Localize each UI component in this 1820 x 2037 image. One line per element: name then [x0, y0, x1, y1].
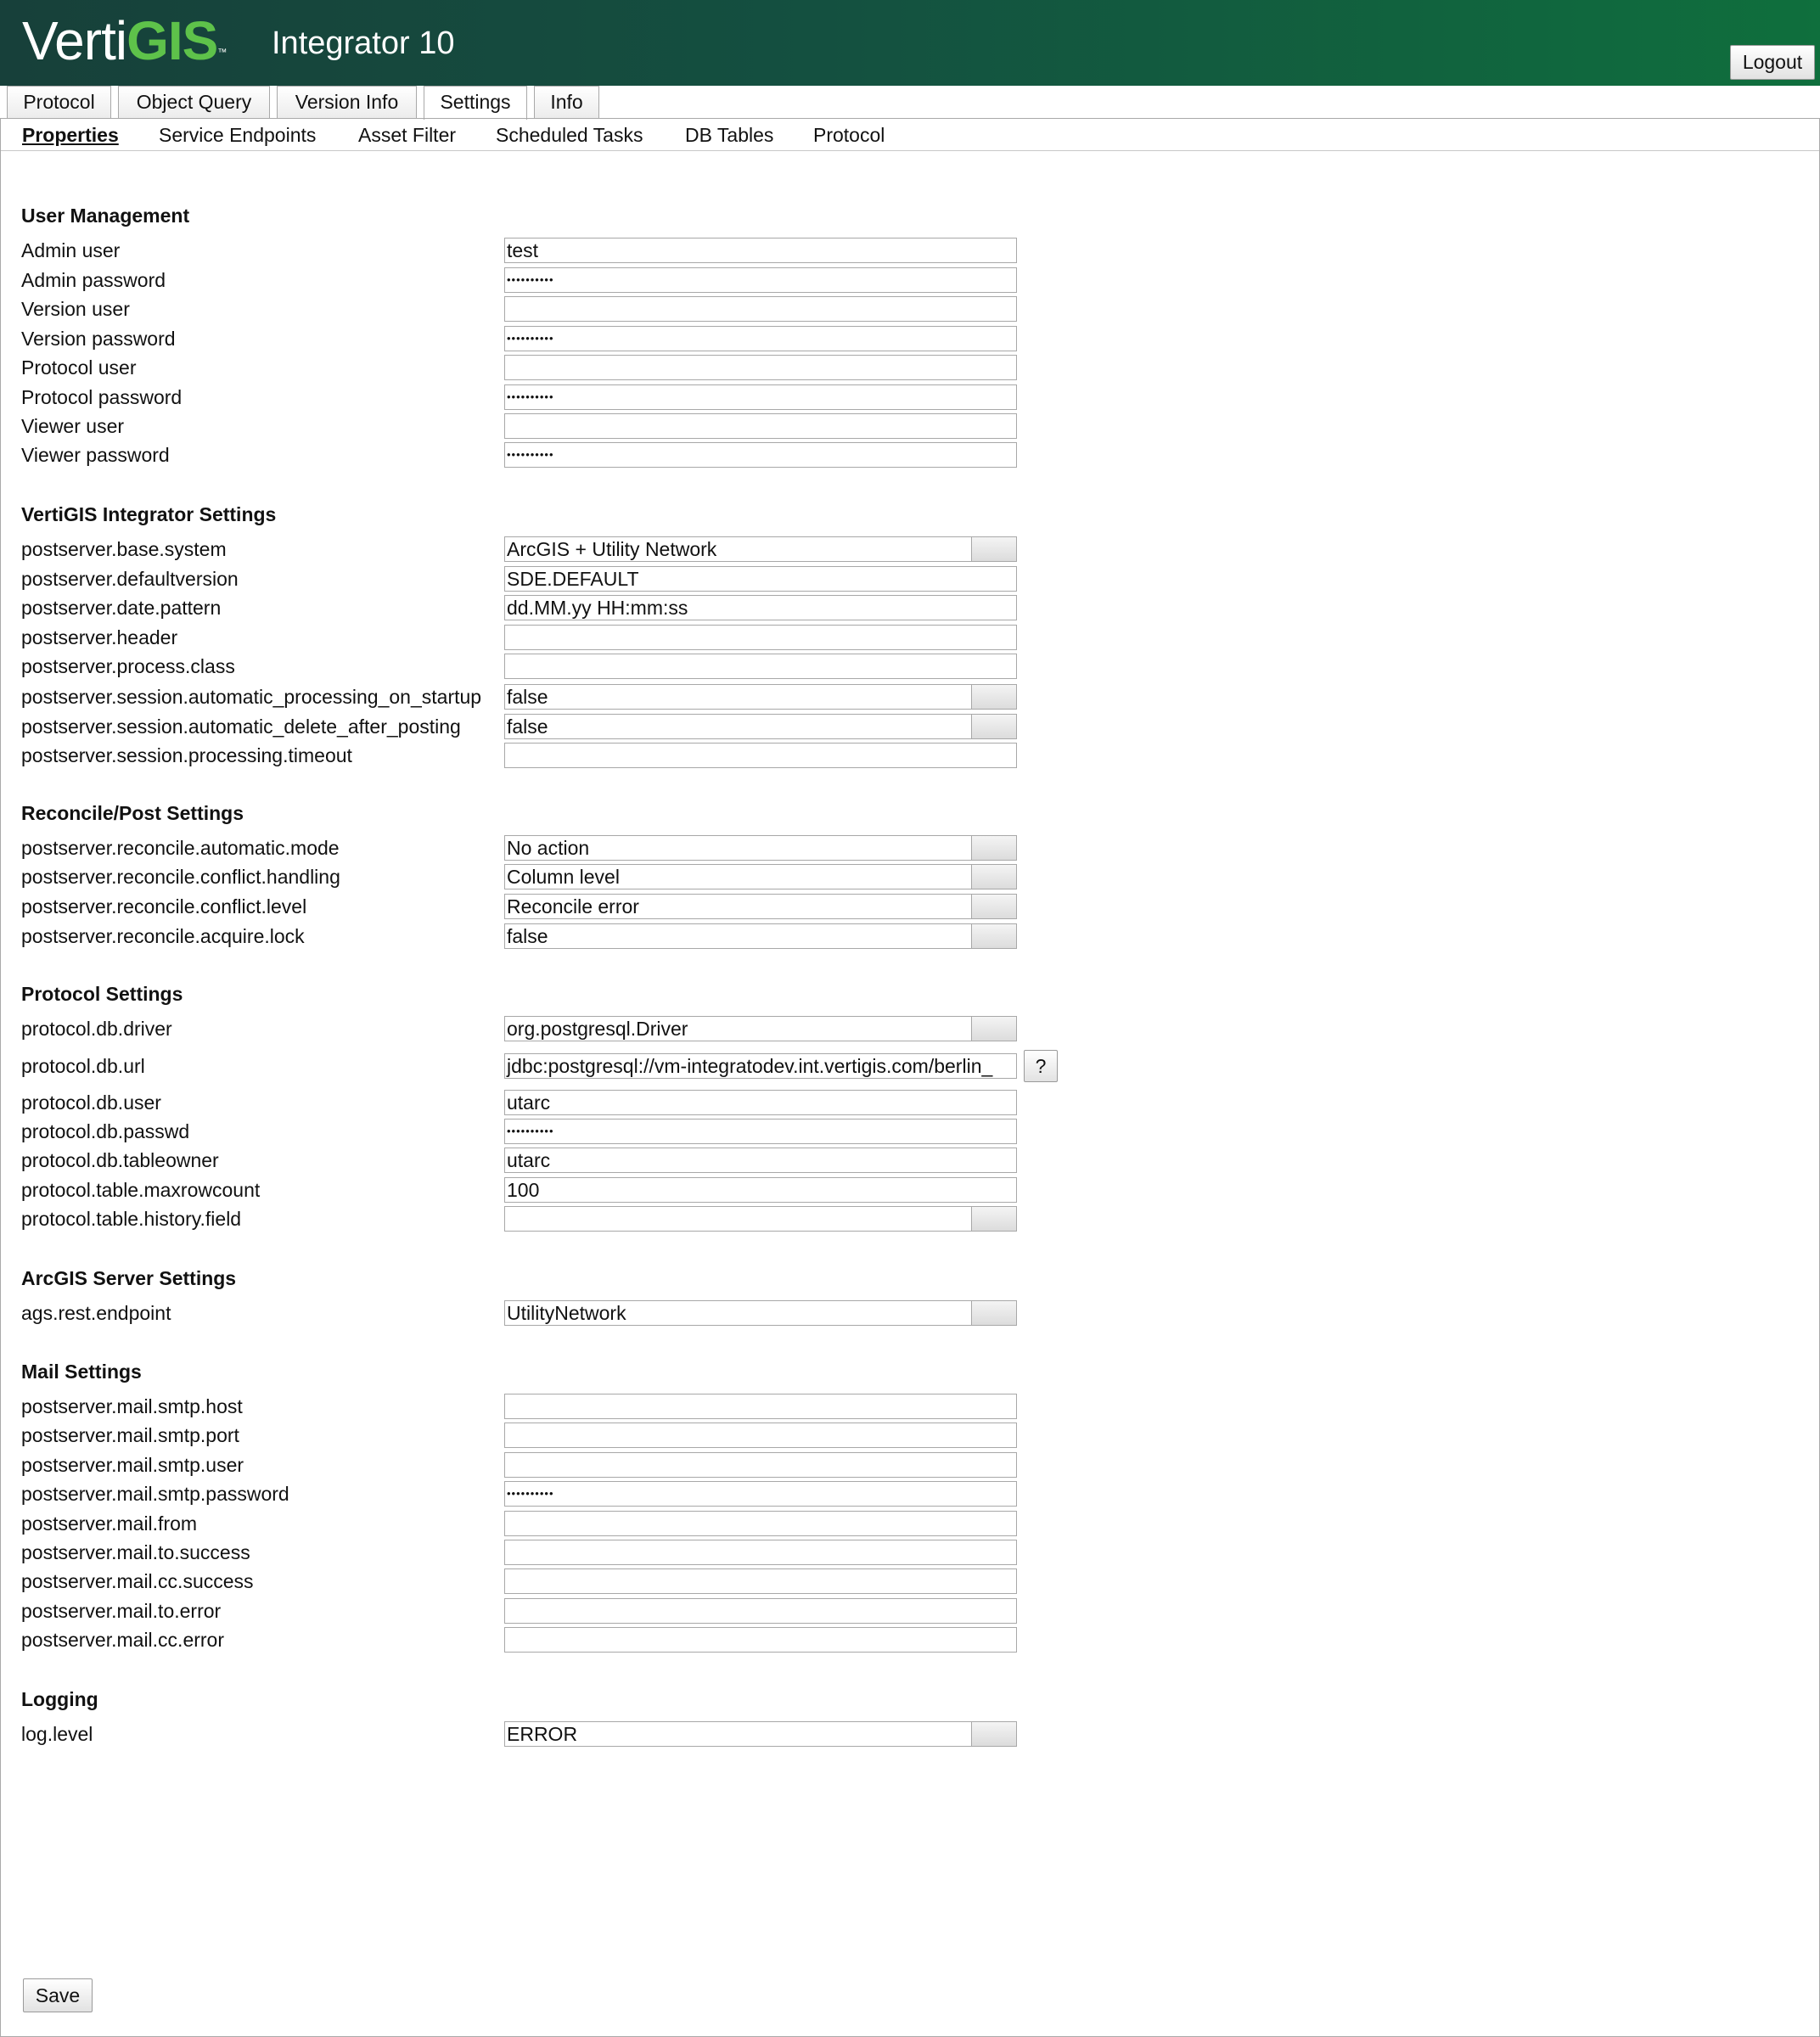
dropdown-arrow-icon[interactable]	[971, 685, 1016, 709]
field-value: ••••••••••	[507, 1125, 554, 1137]
tab-settings[interactable]: Settings	[424, 86, 527, 120]
dropdown-arrow-icon[interactable]	[971, 537, 1016, 561]
protocol-db-driver-select[interactable]	[504, 1016, 1017, 1041]
protocol-user-input[interactable]	[504, 355, 1017, 380]
vertigis-logo: VertiGIS™	[22, 10, 227, 71]
field-label: postserver.mail.cc.success	[21, 1570, 254, 1592]
field-label: protocol.table.history.field	[21, 1208, 242, 1230]
admin-user-input[interactable]	[504, 238, 1017, 263]
protocol-table-history-field-select[interactable]	[504, 1206, 1017, 1232]
field-label: postserver.reconcile.acquire.lock	[21, 925, 305, 947]
logout-button[interactable]: Logout	[1730, 45, 1815, 80]
field-value: dd.MM.yy HH:mm:ss	[507, 597, 688, 619]
app-title: Integrator 10	[272, 25, 455, 61]
postserver-mail-from-input[interactable]	[504, 1511, 1017, 1536]
field-label: postserver.mail.smtp.user	[21, 1454, 244, 1476]
field-value: ••••••••••	[507, 332, 554, 345]
field-label: postserver.mail.cc.error	[21, 1629, 225, 1651]
subtab-db-tables[interactable]: DB Tables	[685, 124, 774, 146]
ags-rest-endpoint-select[interactable]	[504, 1300, 1017, 1326]
app-header	[0, 0, 1820, 86]
field-label: protocol.db.passwd	[21, 1120, 190, 1142]
field-label: Admin password	[21, 269, 166, 291]
field-label: Viewer password	[21, 444, 170, 466]
postserver-defaultversion-input[interactable]	[504, 566, 1017, 592]
main-tabs	[0, 86, 1820, 119]
viewer-password-input[interactable]	[504, 442, 1017, 468]
field-label: postserver.defaultversion	[21, 568, 239, 590]
field-label: postserver.mail.smtp.password	[21, 1483, 289, 1505]
field-label: Version password	[21, 328, 176, 350]
log-level-select[interactable]	[504, 1721, 1017, 1747]
dropdown-arrow-icon[interactable]	[971, 1207, 1016, 1231]
field-label: postserver.mail.smtp.host	[21, 1395, 243, 1417]
viewer-user-input[interactable]	[504, 413, 1017, 439]
field-label: log.level	[21, 1723, 93, 1745]
postserver-reconcile-automatic-mode-select[interactable]	[504, 835, 1017, 861]
field-value: ••••••••••	[507, 390, 554, 403]
postserver-mail-cc-error-input[interactable]	[504, 1627, 1017, 1653]
field-value: utarc	[507, 1149, 551, 1171]
field-value: ERROR	[507, 1723, 578, 1745]
subtab-service-endpoints[interactable]: Service Endpoints	[159, 124, 317, 146]
admin-password-input[interactable]	[504, 267, 1017, 293]
postserver-mail-cc-success-input[interactable]	[504, 1568, 1017, 1594]
protocol-table-maxrowcount-input[interactable]	[504, 1177, 1017, 1203]
postserver-mail-to-success-input[interactable]	[504, 1540, 1017, 1565]
field-value: ••••••••••	[507, 448, 554, 461]
postserver-reconcile-acquire-lock-select[interactable]	[504, 923, 1017, 949]
postserver-mail-to-error-input[interactable]	[504, 1598, 1017, 1624]
settings-panel	[0, 118, 1820, 2037]
section-title: Reconcile/Post Settings	[21, 802, 244, 824]
dropdown-arrow-icon[interactable]	[971, 1722, 1016, 1746]
field-label: Viewer user	[21, 415, 125, 437]
save-button[interactable]: Save	[23, 1978, 93, 2012]
section-title: ArcGIS Server Settings	[21, 1267, 237, 1289]
settings-subnav	[1, 119, 1819, 151]
field-value: false	[507, 925, 548, 947]
db-url-help-button[interactable]: ?	[1024, 1050, 1058, 1082]
dropdown-arrow-icon[interactable]	[971, 895, 1016, 918]
version-password-input[interactable]	[504, 326, 1017, 351]
field-label: protocol.table.maxrowcount	[21, 1179, 261, 1201]
field-value: ••••••••••	[507, 273, 554, 286]
dropdown-arrow-icon[interactable]	[971, 1017, 1016, 1041]
dropdown-arrow-icon[interactable]	[971, 865, 1016, 889]
field-label: protocol.db.tableowner	[21, 1149, 219, 1171]
field-label: protocol.db.url	[21, 1055, 145, 1077]
field-label: protocol.db.driver	[21, 1018, 172, 1040]
dropdown-arrow-icon[interactable]	[971, 924, 1016, 948]
subtab-properties[interactable]: Properties	[22, 124, 119, 146]
field-label: protocol.db.user	[21, 1091, 161, 1114]
field-value: false	[507, 686, 548, 708]
tab-version-info[interactable]: Version Info	[277, 86, 417, 118]
dropdown-arrow-icon[interactable]	[971, 1301, 1016, 1325]
postserver-mail-smtp-password-input[interactable]	[504, 1481, 1017, 1507]
field-label: postserver.session.processing.timeout	[21, 744, 352, 766]
field-label: postserver.reconcile.conflict.handling	[21, 866, 340, 888]
postserver-mail-smtp-port-input[interactable]	[504, 1423, 1017, 1448]
field-value: Column level	[507, 866, 620, 888]
section-title: Mail Settings	[21, 1361, 142, 1383]
tab-protocol[interactable]: Protocol	[7, 86, 111, 118]
field-label: postserver.mail.from	[21, 1512, 198, 1535]
field-label: postserver.mail.to.success	[21, 1541, 250, 1563]
postserver-mail-smtp-host-input[interactable]	[504, 1394, 1017, 1419]
postserver-session-automatic-processing-on-startup-select[interactable]	[504, 684, 1017, 710]
field-label: postserver.date.pattern	[21, 597, 222, 619]
field-label: Protocol password	[21, 386, 183, 408]
field-label: postserver.header	[21, 626, 178, 648]
field-label: Version user	[21, 298, 130, 320]
postserver-date-pattern-input[interactable]	[504, 595, 1017, 620]
subtab-protocol[interactable]: Protocol	[813, 124, 885, 146]
field-value: ••••••••••	[507, 1487, 554, 1500]
field-label: postserver.session.automatic_delete_after_posting	[21, 715, 461, 738]
protocol-db-url-input[interactable]	[504, 1053, 1017, 1079]
field-value: test	[507, 239, 539, 261]
field-value: utarc	[507, 1091, 551, 1114]
dropdown-arrow-icon[interactable]	[971, 836, 1016, 860]
subtab-scheduled-tasks[interactable]: Scheduled Tasks	[496, 124, 643, 146]
tab-object-query[interactable]: Object Query	[118, 86, 270, 118]
postserver-process-class-input[interactable]	[504, 654, 1017, 679]
field-value: false	[507, 715, 548, 738]
protocol-db-passwd-input[interactable]	[504, 1119, 1017, 1144]
postserver-mail-smtp-user-input[interactable]	[504, 1452, 1017, 1478]
field-label: postserver.process.class	[21, 655, 235, 677]
protocol-password-input[interactable]	[504, 384, 1017, 410]
postserver-session-automatic-delete-after-posting-select[interactable]	[504, 714, 1017, 739]
field-value: Reconcile error	[507, 895, 639, 917]
field-label: postserver.base.system	[21, 538, 227, 560]
field-value: org.postgresql.Driver	[507, 1018, 688, 1040]
section-title: VertiGIS Integrator Settings	[21, 503, 277, 525]
version-user-input[interactable]	[504, 296, 1017, 322]
protocol-db-tableowner-input[interactable]	[504, 1148, 1017, 1173]
dropdown-arrow-icon[interactable]	[971, 715, 1016, 738]
field-value: SDE.DEFAULT	[507, 568, 639, 590]
field-label: postserver.session.automatic_processing_on_startup	[21, 686, 482, 708]
subtab-asset-filter[interactable]: Asset Filter	[358, 124, 457, 146]
section-title: Logging	[21, 1688, 98, 1710]
protocol-db-user-input[interactable]	[504, 1090, 1017, 1115]
field-value: jdbc:postgresql://vm-integratodev.int.vertigis.com/berlin_	[507, 1055, 993, 1077]
postserver-reconcile-conflict-level-select[interactable]	[504, 894, 1017, 919]
field-value: No action	[507, 837, 590, 859]
field-value: 100	[507, 1179, 540, 1201]
field-label: Protocol user	[21, 356, 137, 379]
field-value: ArcGIS + Utility Network	[507, 538, 717, 560]
postserver-base-system-select[interactable]	[504, 536, 1017, 562]
section-title: Protocol Settings	[21, 983, 183, 1005]
field-label: Admin user	[21, 239, 121, 261]
postserver-session-processing-timeout-input[interactable]	[504, 743, 1017, 768]
field-value: UtilityNetwork	[507, 1302, 626, 1324]
field-label: postserver.reconcile.automatic.mode	[21, 837, 340, 859]
postserver-header-input[interactable]	[504, 625, 1017, 650]
field-label: ags.rest.endpoint	[21, 1302, 171, 1324]
field-label: postserver.mail.to.error	[21, 1600, 222, 1622]
postserver-reconcile-conflict-handling-select[interactable]	[504, 864, 1017, 889]
field-label: postserver.reconcile.conflict.level	[21, 895, 307, 917]
field-label: postserver.mail.smtp.port	[21, 1424, 239, 1446]
section-title: User Management	[21, 205, 190, 227]
tab-info[interactable]: Info	[534, 86, 599, 118]
